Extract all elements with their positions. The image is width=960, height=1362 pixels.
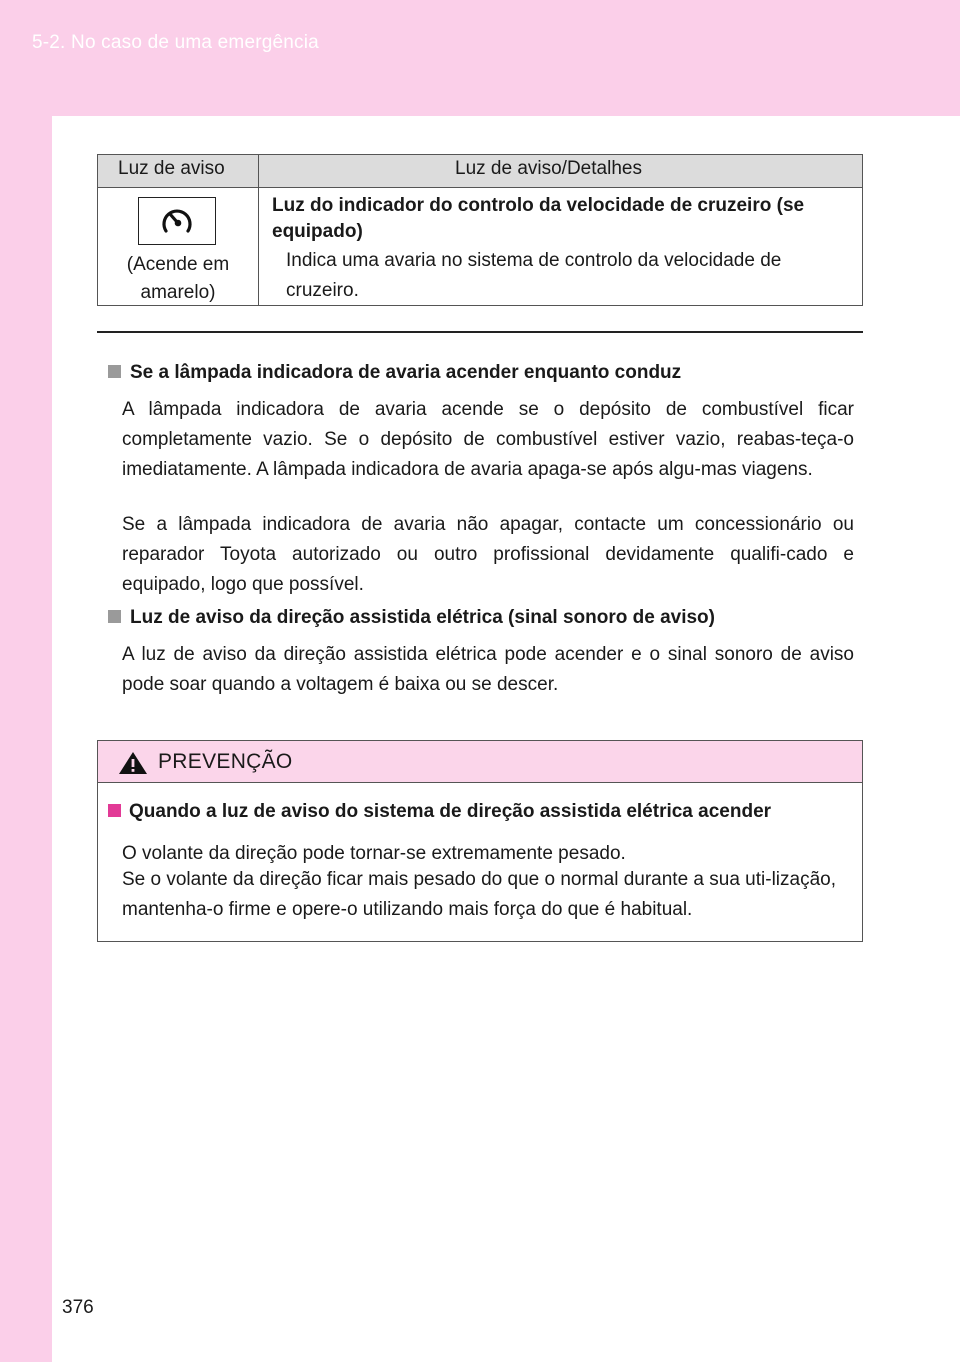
- paragraph-fuel-empty: A lâmpada indicadora de avaria acende se o depósito de combustível ficar completamente vazio. Se o depósito de combustível estiver vazio, reabas-teça-o imediatamente. A lâmpada indicadora de avaria apaga-se após algu-mas viagens.: [122, 399, 854, 480]
- desc-line-1: Indica uma avaria no sistema de controlo da velocidade de: [286, 250, 782, 271]
- paragraph-eps-warning: A luz de aviso da direção assistida elétrica pode acender e o sinal sonoro de aviso pode soar quando a voltagem é baixa ou se descer.: [122, 644, 854, 695]
- heading-text: Se a lâmpada indicadora de avaria acender enquanto conduz: [130, 362, 682, 383]
- caution-header: [98, 741, 862, 783]
- caution-box: [97, 740, 863, 942]
- warning-triangle-icon: [118, 751, 148, 775]
- warning-description: [286, 246, 856, 306]
- page-number: 376: [62, 1297, 94, 1318]
- square-bullet-icon: [108, 610, 121, 623]
- col-header-details: Luz de aviso/Detalhes: [455, 158, 642, 179]
- desc-line-2: cruzeiro.: [286, 280, 359, 301]
- warning-title: Luz do indicador do controlo da velocidade de cruzeiro (se equipado): [272, 195, 805, 242]
- caution-title: [108, 801, 771, 823]
- cruise-control-speedometer-icon: [138, 197, 216, 245]
- caution-title-text: Quando a luz de aviso do sistema de direção assistida elétrica acender: [129, 801, 772, 822]
- caution-label: PREVENÇÃO: [158, 750, 293, 773]
- table-header-row: [98, 155, 862, 188]
- heading-text: Luz de aviso da direção assistida elétrica (sinal sonoro de aviso): [130, 607, 715, 628]
- header-band: [0, 0, 960, 116]
- caption-line-2: amarelo): [140, 282, 216, 303]
- section-heading-eps: [108, 607, 715, 629]
- column-divider: [258, 155, 259, 305]
- section-title: 5-2. No caso de uma emergência: [32, 32, 319, 53]
- side-band: [0, 116, 52, 1362]
- icon-caption: [98, 251, 258, 307]
- square-bullet-icon: [108, 365, 121, 378]
- pink-square-bullet-icon: [108, 804, 121, 817]
- caption-line-1: (Acende em: [126, 254, 230, 275]
- caution-text-2: Se o volante da direção ficar mais pesado do que o normal durante a sua uti-lização, mantenha-o firme e opere-o utilizando mais força do que é habitual.: [122, 869, 836, 920]
- horizontal-rule: [97, 331, 863, 333]
- paragraph-contact-dealer: Se a lâmpada indicadora de avaria não apagar, contacte um concessionário ou reparador Toyota autorizado ou outro profissional devidamente qualifi-cado e equipado, logo que possível.: [122, 514, 854, 595]
- section-heading-malfunction: [108, 362, 681, 384]
- col-header-warning-light: Luz de aviso: [118, 158, 225, 179]
- caution-text-1: O volante da direção pode tornar-se extremamente pesado.: [122, 843, 626, 864]
- warning-light-table: [97, 154, 863, 306]
